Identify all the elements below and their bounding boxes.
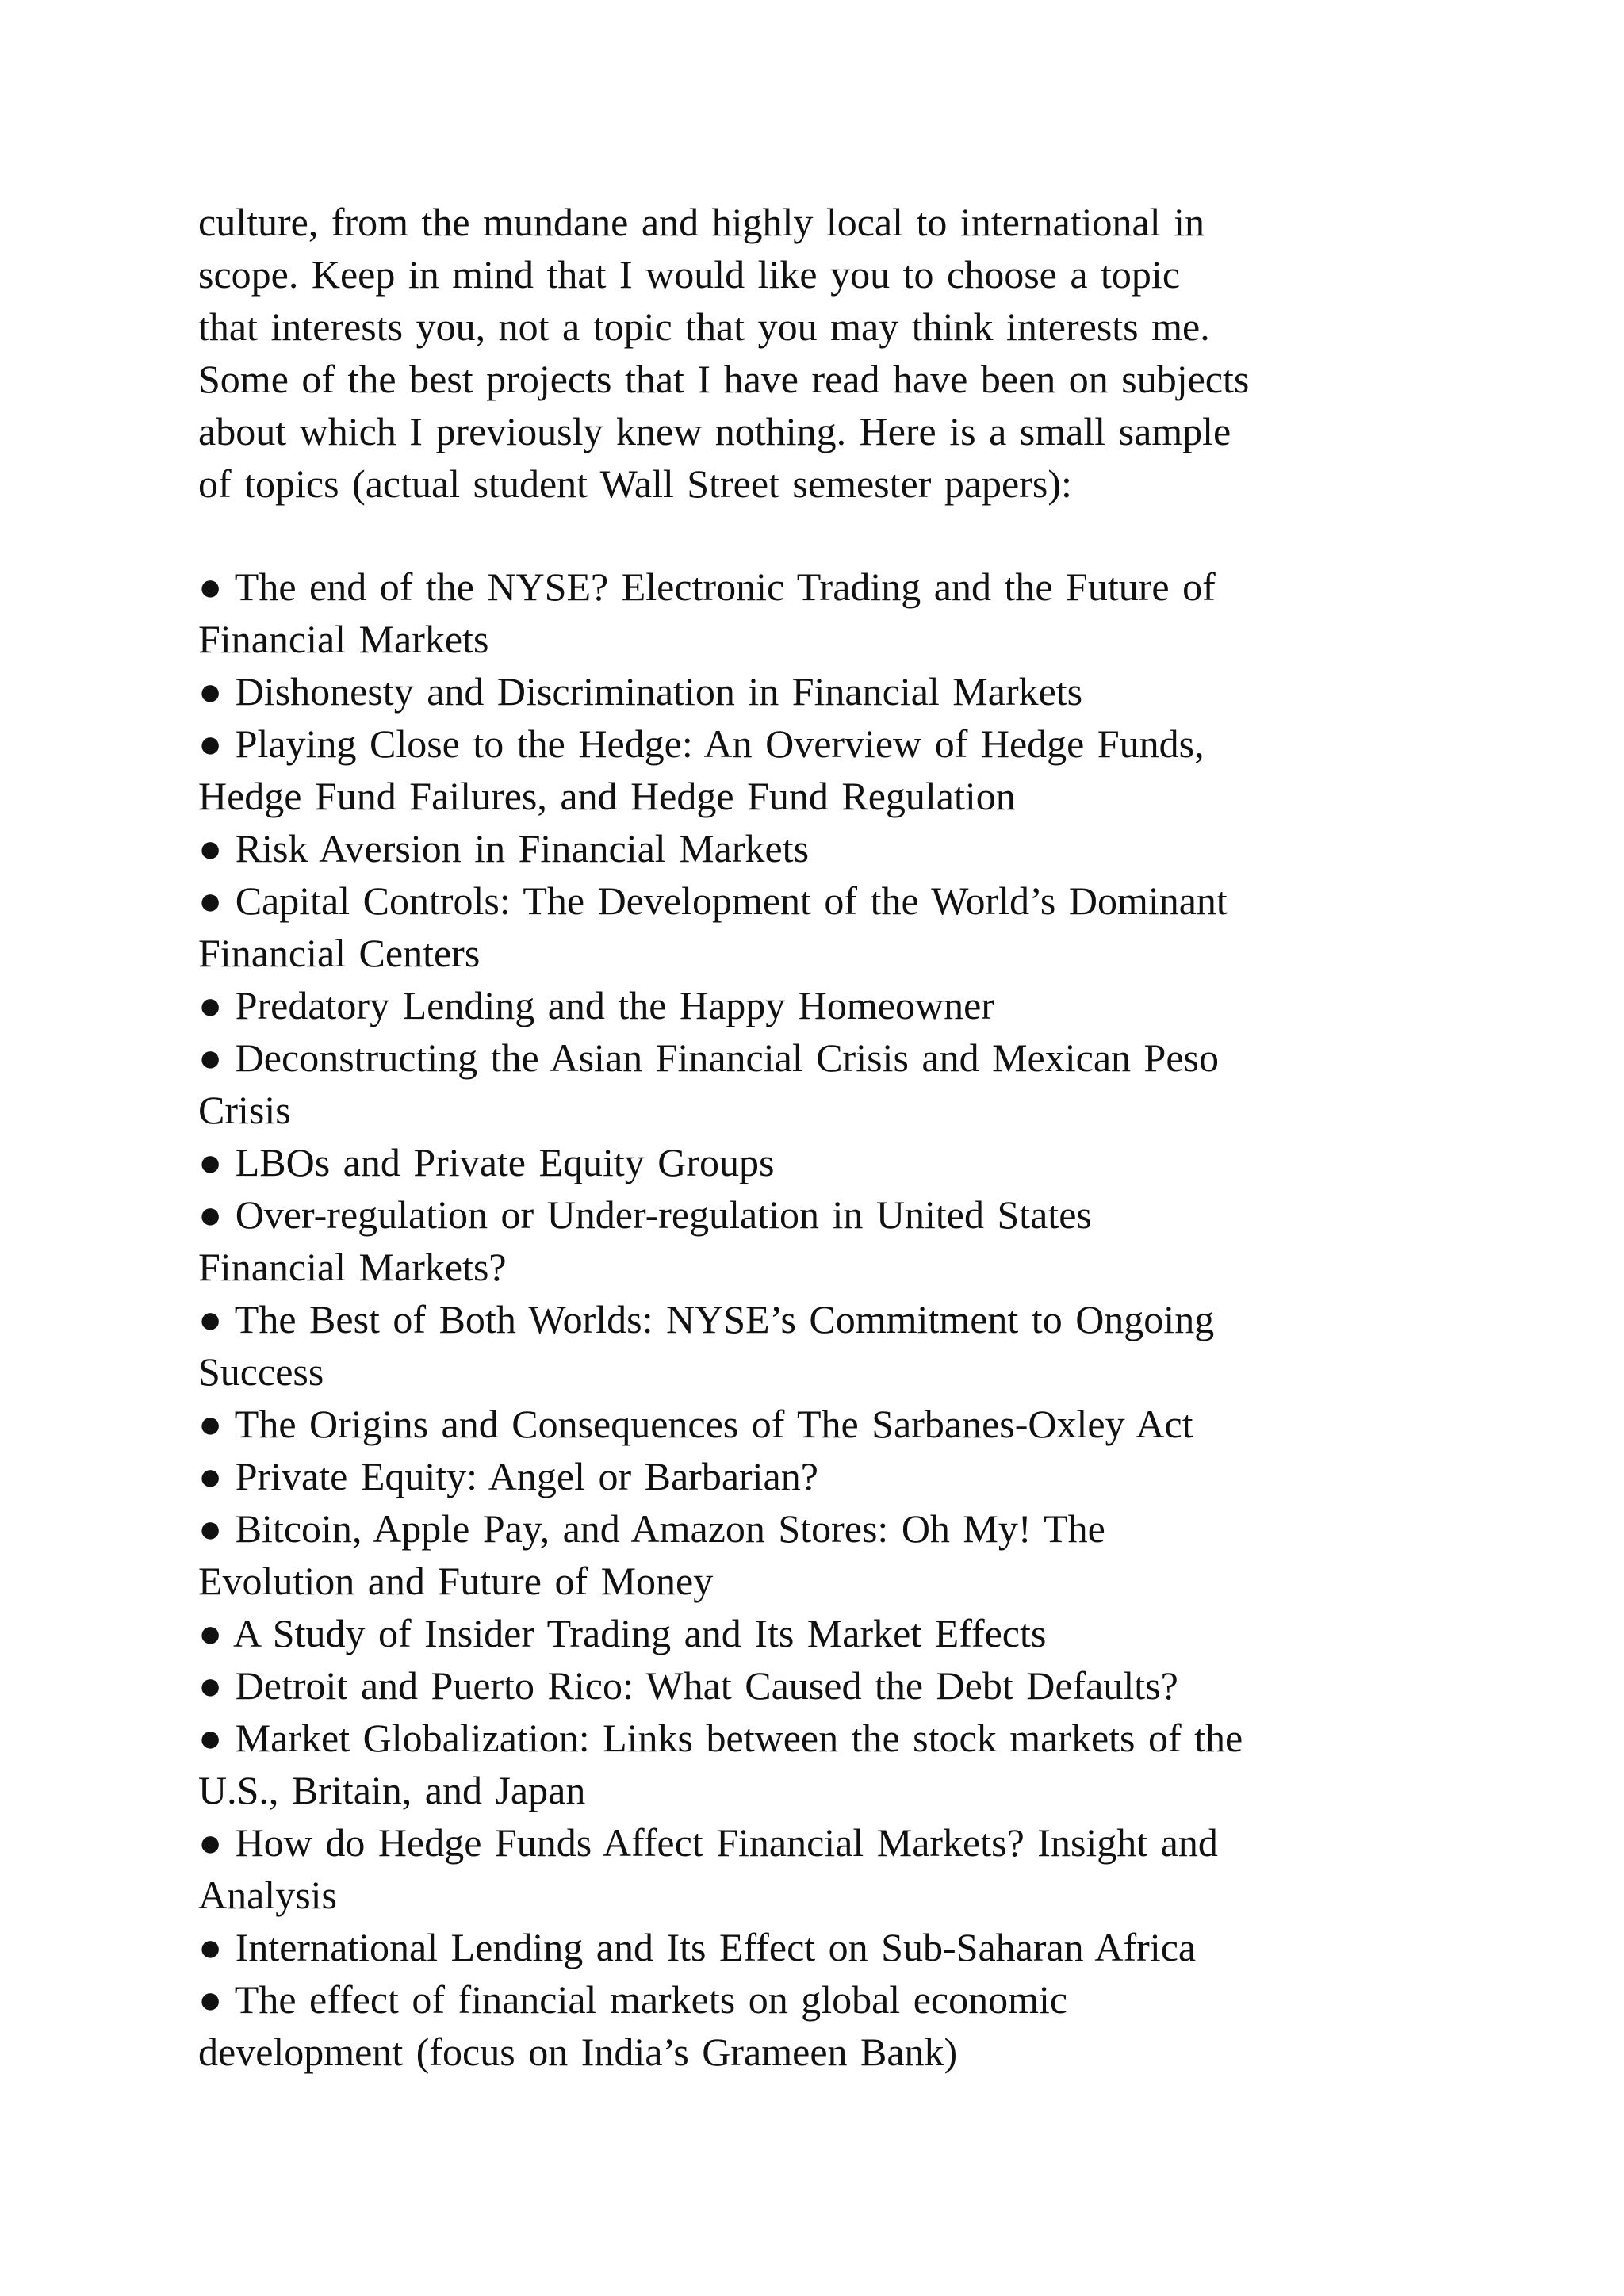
intro-line: that interests you, not a topic that you may think interests me. xyxy=(198,304,1210,349)
topic-line: ● Detroit and Puerto Rico: What Caused the Debt Defaults? xyxy=(198,1663,1178,1708)
topic-line: ● International Lending and Its Effect on Sub-Saharan Africa xyxy=(198,1925,1197,1969)
topic-line: Financial Markets xyxy=(198,617,489,661)
intro-line: about which I previously knew nothing. Here is a small sample xyxy=(198,409,1231,453)
intro-line: scope. Keep in mind that I would like you to choose a topic xyxy=(198,252,1181,297)
paragraph-spacer xyxy=(198,510,1435,561)
topic-line: ● The effect of financial markets on global economic xyxy=(198,1977,1068,2022)
topic-line: development (focus on India’s Grameen Bank) xyxy=(198,2030,958,2074)
topic-line: ● Risk Aversion in Financial Markets xyxy=(198,826,810,871)
topic-line: ● Over-regulation or Under-regulation in United States xyxy=(198,1192,1092,1237)
document-body xyxy=(198,196,1435,2078)
topic-line: ● The Origins and Consequences of The Sarbanes-Oxley Act xyxy=(198,1402,1193,1446)
topic-line: Financial Centers xyxy=(198,931,481,975)
topic-line: ● Deconstructing the Asian Financial Crisis and Mexican Peso xyxy=(198,1035,1219,1080)
topic-line: ● The end of the NYSE? Electronic Trading and the Future of xyxy=(198,564,1216,609)
intro-line: of topics (actual student Wall Street semester papers): xyxy=(198,461,1072,506)
topic-line: ● Private Equity: Angel or Barbarian? xyxy=(198,1454,818,1498)
topic-line: ● LBOs and Private Equity Groups xyxy=(198,1140,775,1184)
topic-line: ● Bitcoin, Apple Pay, and Amazon Stores: Oh My! The xyxy=(198,1506,1105,1551)
topic-line: Crisis xyxy=(198,1088,291,1132)
topic-line: Evolution and Future of Money xyxy=(198,1559,714,1603)
topic-line: ● A Study of Insider Trading and Its Market Effects xyxy=(198,1611,1047,1655)
intro-line: Some of the best projects that I have read have been on subjects xyxy=(198,357,1250,401)
topic-line: U.S., Britain, and Japan xyxy=(198,1768,586,1812)
intro-paragraph xyxy=(198,196,1435,510)
topic-line: Financial Markets? xyxy=(198,1245,507,1289)
topic-line: ● Capital Controls: The Development of the World’s Dominant xyxy=(198,878,1228,923)
topic-line: Success xyxy=(198,1349,324,1394)
topic-line: ● Market Globalization: Links between the stock markets of the xyxy=(198,1716,1243,1760)
topic-line: Analysis xyxy=(198,1873,337,1917)
topic-line: ● Predatory Lending and the Happy Homeowner xyxy=(198,983,994,1027)
topic-line: ● The Best of Both Worlds: NYSE’s Commitment to Ongoing xyxy=(198,1297,1215,1341)
topic-line: ● Playing Close to the Hedge: An Overview of Hedge Funds, xyxy=(198,721,1205,766)
intro-line: culture, from the mundane and highly local to international in xyxy=(198,200,1205,244)
topic-line: ● How do Hedge Funds Affect Financial Markets? Insight and xyxy=(198,1820,1218,1865)
topic-line: ● Dishonesty and Discrimination in Financial Markets xyxy=(198,669,1083,714)
topic-line: Hedge Fund Failures, and Hedge Fund Regulation xyxy=(198,774,1016,818)
topic-list xyxy=(198,561,1435,2078)
